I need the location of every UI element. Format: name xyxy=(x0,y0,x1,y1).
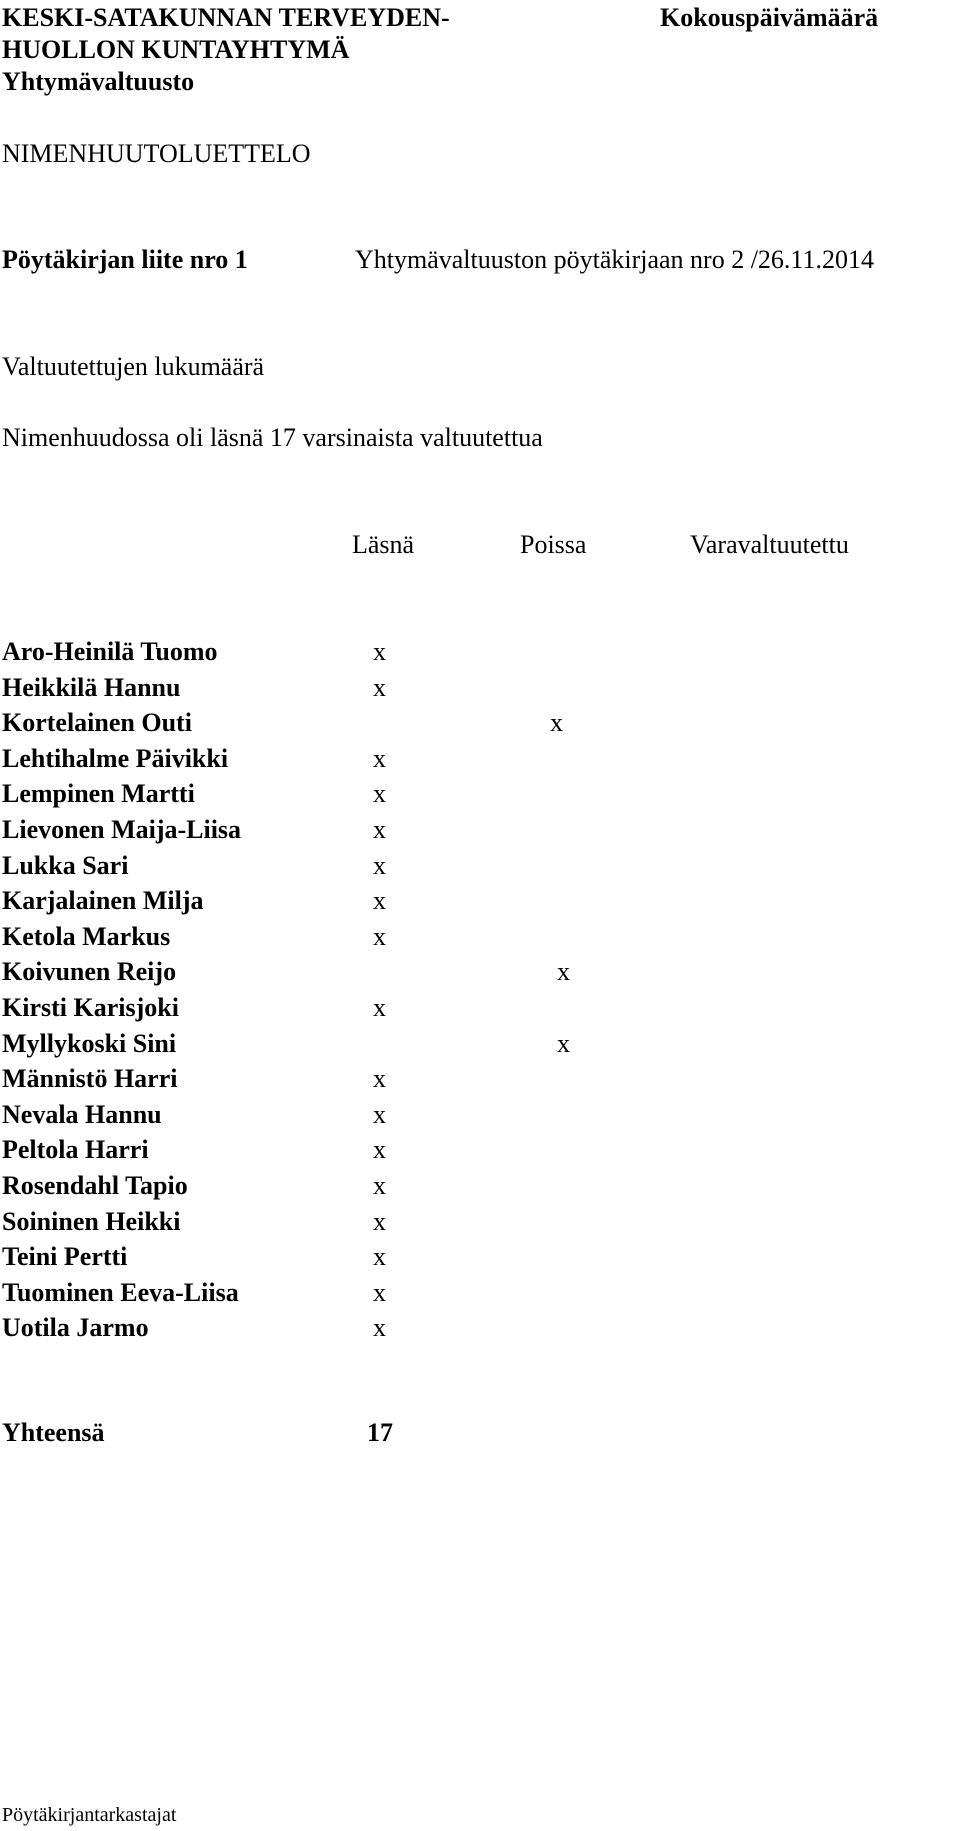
member-count-sentence: Nimenhuudossa oli läsnä 17 varsinaista valtuutettua xyxy=(2,423,543,452)
member-name: Lehtihalme Päivikki xyxy=(2,743,229,773)
table-row xyxy=(0,957,960,993)
table-row xyxy=(0,993,960,1029)
member-name: Karjalainen Milja xyxy=(2,886,204,916)
member-name: Soininen Heikki xyxy=(2,1206,181,1236)
attendance-mark-present: x xyxy=(373,1171,386,1200)
total-value: 17 xyxy=(367,1418,393,1447)
table-row xyxy=(0,851,960,887)
member-name: Teini Pertti xyxy=(2,1242,128,1272)
organization-name-line-1: KESKI-SATAKUNNAN TERVEYDEN- xyxy=(2,3,450,32)
member-name: Peltola Harri xyxy=(2,1135,149,1165)
member-name: Nevala Hannu xyxy=(2,1099,162,1129)
attendance-mark-present: x xyxy=(373,637,386,666)
attendance-mark-present: x xyxy=(373,1135,386,1165)
table-row xyxy=(0,744,960,780)
attendance-mark-present: x xyxy=(373,1242,386,1272)
attendance-mark-present: x xyxy=(373,1277,386,1307)
attendance-mark-absent: x xyxy=(557,957,570,987)
table-row xyxy=(0,922,960,958)
column-header-present: Läsnä xyxy=(352,530,415,559)
attendance-mark-present: x xyxy=(373,779,386,809)
member-count-heading: Valtuutettujen lukumäärä xyxy=(2,352,265,381)
attendance-mark-present: x xyxy=(373,886,386,916)
table-row xyxy=(0,815,960,851)
table-row xyxy=(0,1029,960,1065)
member-name: Lukka Sari xyxy=(2,850,129,880)
attendance-mark-present: x xyxy=(373,815,386,844)
minutes-checkers-label: Pöytäkirjantarkastajat xyxy=(2,1804,177,1826)
attendance-mark-present: x xyxy=(373,1099,386,1129)
appendix-label: Pöytäkirjan liite nro 1 xyxy=(2,245,248,274)
column-header-deputy: Varavaltuutettu xyxy=(690,530,849,559)
table-row xyxy=(0,1100,960,1136)
member-name: Lempinen Martti xyxy=(2,779,195,809)
table-row xyxy=(0,708,960,744)
member-name: Rosendahl Tapio xyxy=(2,1171,188,1200)
table-row xyxy=(0,1278,960,1314)
attendance-mark-present: x xyxy=(373,1064,386,1094)
attendance-mark-present: x xyxy=(373,993,386,1022)
table-row xyxy=(0,1313,960,1349)
meeting-date-label: Kokouspäivämäärä xyxy=(660,3,879,32)
attendance-mark-present: x xyxy=(373,1206,386,1236)
attendance-mark-present: x xyxy=(373,921,386,951)
attendance-mark-present: x xyxy=(373,672,386,702)
attendance-mark-present: x xyxy=(373,1313,386,1343)
member-name: Aro-Heinilä Tuomo xyxy=(2,637,218,666)
attendance-mark-present: x xyxy=(373,850,386,880)
member-name: Männistö Harri xyxy=(2,1064,178,1094)
member-name: Tuominen Eeva-Liisa xyxy=(2,1277,239,1307)
member-name: Heikkilä Hannu xyxy=(2,672,181,702)
member-name: Myllykoski Sini xyxy=(2,1028,177,1058)
table-row xyxy=(0,637,960,673)
member-name: Kortelainen Outi xyxy=(2,708,192,738)
table-row xyxy=(0,1242,960,1278)
member-name: Koivunen Reijo xyxy=(2,957,177,987)
attendance-mark-absent: x xyxy=(557,1028,570,1058)
member-name: Lievonen Maija-Liisa xyxy=(2,815,242,844)
table-row xyxy=(0,1135,960,1171)
member-name: Uotila Jarmo xyxy=(2,1313,149,1343)
member-name: Kirsti Karisjoki xyxy=(2,993,179,1022)
total-label: Yhteensä xyxy=(2,1418,105,1447)
column-header-absent: Poissa xyxy=(520,530,587,559)
organization-body-name: Yhtymävaltuusto xyxy=(2,67,195,96)
organization-name-line-2: HUOLLON KUNTAYHTYMÄ xyxy=(2,35,350,64)
document-title: NIMENHUUTOLUETTELO xyxy=(2,139,311,168)
member-name: Ketola Markus xyxy=(2,921,171,951)
table-row xyxy=(0,1064,960,1100)
appendix-reference: Yhtymävaltuuston pöytäkirjaan nro 2 /26.11.2014 xyxy=(355,245,874,274)
table-row xyxy=(0,673,960,709)
table-row xyxy=(0,886,960,922)
table-row xyxy=(0,1171,960,1207)
table-row xyxy=(0,779,960,815)
table-row xyxy=(0,1207,960,1243)
attendance-mark-present: x xyxy=(373,743,386,773)
attendance-mark-absent: x xyxy=(550,708,563,738)
